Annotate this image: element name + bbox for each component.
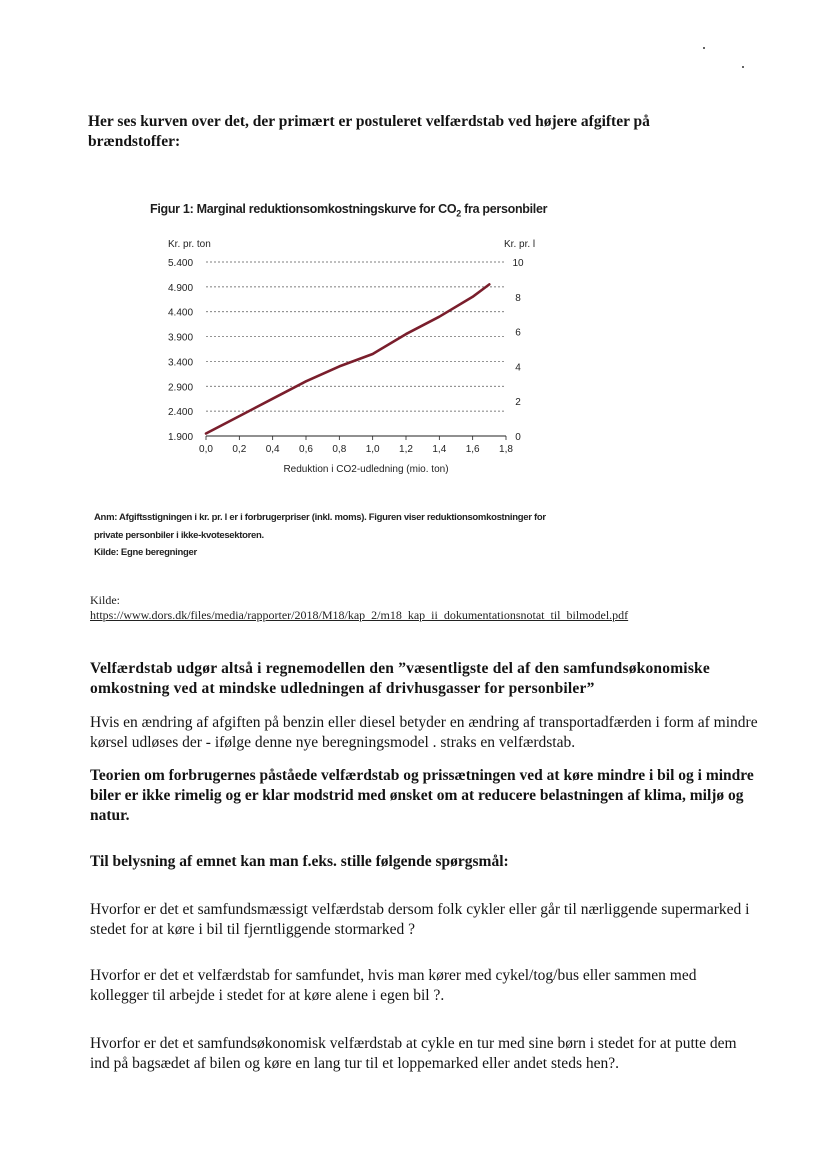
scan-speck [742,66,744,68]
y-left-tick-label: 1.900 [168,432,194,443]
intro-text: Her ses kurven over det, der primært er postuleret velfærdstab ved højere afgifter på brændstoffer: [88,113,650,150]
question-3: Hvorfor er det et samfundsøkonomisk velfærdstab at cykle en tur med sine børn i stedet for at putte dem ind på bagsædet af bilen og køre en lang tur til et loppemarked eller andet steds hen?. [90,1035,737,1072]
y-right-ticks [512,258,524,443]
y-left-tick-label: 2.400 [168,407,194,419]
figure-title: Figur 1: Marginal reduktionsomkostningskurve for $CO_2$ fra personbiler [150,202,548,219]
x-ticks [199,436,513,455]
y-left-tick-label: 3.400 [168,357,194,369]
paragraph-1: Hvis en ændring af afgiften på benzin eller diesel betyder en ændring af transportadfærden i form af mindre kørsel udløses der - ifølge denne nye beregningsmodel . straks en velfærdstab. [90,714,758,751]
paragraph-2: Teorien om forbrugernes påståede velfærdstab og prissætningen ved at køre mindre i bil og i mindre biler er ikke rimelig og er klar modstrid med ønsket om at reducere belastningen af klima, miljø og natur. [90,767,754,824]
x-tick-label: 0,4 [265,444,280,455]
x-tick-label: 1,2 [399,444,413,455]
x-tick-label: 1,4 [432,444,447,455]
figure-source: Kilde: Egne beregninger [94,547,197,558]
y-right-axis-label: Kr. pr. l [504,239,536,250]
y-left-axis-label: Kr. pr. ton [168,239,211,250]
x-tick-label: 0,0 [199,444,213,455]
figure-note-line1: Anm: Afgiftsstigningen i kr. pr. l er i forbrugerpriser (inkl. moms). Figuren viser reduktionsomkostninger for [94,512,546,523]
y-right-tick-label: 0 [515,432,521,443]
paragraph-3: Til belysning af emnet kan man f.eks. stille følgende spørgsmål: [90,853,509,870]
question-2: Hvorfor er det et velfærdstab for samfundet, hvis man kører med cykel/tog/bus eller sammen med kollegger til arbejde i stedet for at køre alene i egen bil ?. [90,967,697,1004]
x-tick-label: 1,8 [499,444,513,455]
y-right-tick-label: 4 [515,362,521,374]
x-tick-label: 1,6 [465,444,480,455]
y-left-tick-label: 4.400 [168,307,194,319]
y-left-tick-label: 5.400 [168,258,194,269]
y-left-ticks [168,258,193,443]
question-1: Hvorfor er det et samfundsmæssigt velfærdstab dersom folk cykler eller går til nærliggende supermarked i stedet for at køre i bil til fjerntliggende stormarked ? [90,901,750,938]
x-axis-label: Reduktion i CO2-udledning (mio. ton) [283,464,449,475]
mac-chart [150,228,550,488]
chart-gridlines [206,262,506,411]
x-tick-label: 1,0 [365,444,380,455]
y-right-tick-label: 8 [515,292,521,304]
y-left-tick-label: 2.900 [168,382,194,394]
scan-speck [703,47,705,49]
x-tick-label: 0,8 [332,444,347,455]
y-right-tick-label: 6 [515,327,521,339]
y-right-tick-label: 10 [512,258,524,269]
y-left-tick-label: 3.900 [168,332,194,344]
figure-note-line2: private personbiler i ikke-kvotesektoren. [94,530,264,541]
y-left-tick-label: 4.900 [168,282,194,294]
source-label: Kilde: [90,593,120,607]
y-right-tick-label: 2 [515,397,521,409]
x-tick-label: 0,2 [232,444,247,455]
source-link[interactable]: https://www.dors.dk/files/media/rapporter/2018/M18/kap_2/m18_kap_ii_dokumentationsnotat_til_bilmodel.pdf [90,608,629,622]
x-tick-label: 0,6 [299,444,313,455]
section-heading: Velfærdstab udgør altså i regnemodellen den ”væsentligste del af den samfundsøkonomiske omkostning ved at mindske udledningen af drivhusgasser for personbiler” [90,660,710,697]
